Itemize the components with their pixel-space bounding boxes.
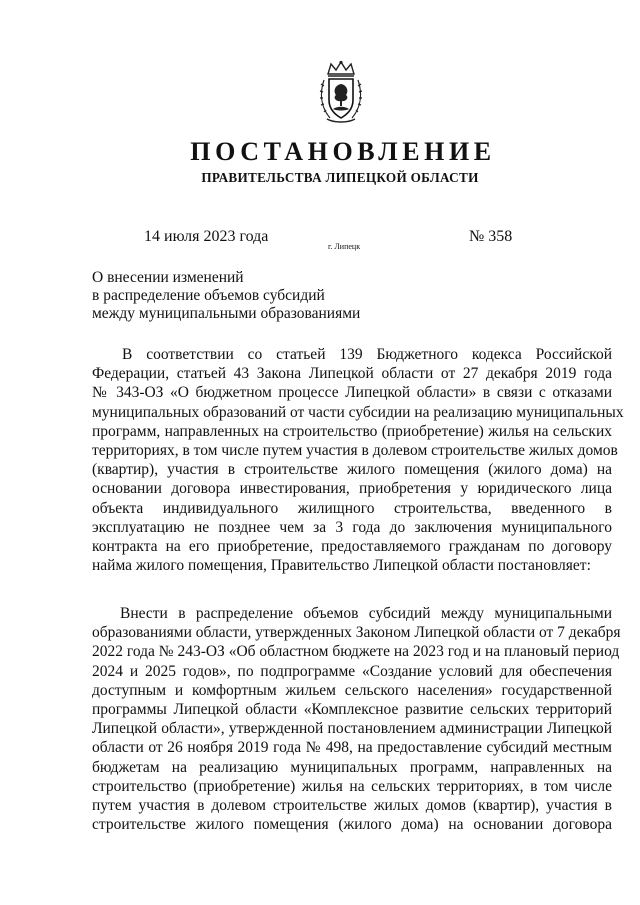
- paragraph-line: Липецкой области», утвержденной постановлением администрации Липецкой: [92, 720, 612, 738]
- paragraph-line: бюджетам на реализацию муниципальных программ, направленных на: [92, 758, 612, 776]
- paragraph-line: объекта индивидуального жилищного строительства, введенного в: [92, 499, 612, 517]
- paragraph-line: № 343-ОЗ «О бюджетном процессе Липецкой области» в связи с отказами: [92, 384, 612, 402]
- paragraph-line: основании договора инвестирования, приобретения у юридического лица: [92, 480, 612, 498]
- paragraph-line: 2024 и 2025 годов», по подпрограмме «Создание условий для обеспечения: [92, 662, 612, 680]
- paragraph-line: путем участия в долевом строительстве жилых домов (квартир), участия в: [92, 796, 612, 814]
- paragraph-line: области от 26 ноября 2019 года № 498, на предоставление субсидий местным: [92, 739, 612, 757]
- paragraph-line: найма жилого помещения, Правительство Липецкой области постановляет:: [92, 557, 591, 575]
- paragraph-line: строительстве жилого помещения (жилого дома) на основании договора: [92, 816, 612, 834]
- paragraph-line: программы Липецкой области «Комплексное развитие сельских территорий: [92, 700, 612, 718]
- subject-line: между муниципальными образованиями: [92, 305, 361, 322]
- document-number: № 358: [469, 228, 513, 245]
- paragraph-line: доступным и комфортным жильем сельского населения» государственной: [92, 681, 612, 699]
- document-date: 14 июля 2023 года: [144, 228, 269, 245]
- paragraph-line: контракта на его приобретение, предоставляемого гражданам по договору: [92, 537, 612, 555]
- body-paragraph-1: [92, 345, 624, 575]
- paragraph-line: эксплуатацию не позднее чем за 3 года до заключения муниципального: [92, 518, 612, 536]
- coat-of-arms-icon: [318, 60, 364, 126]
- paragraph-line: муниципальных образований от части субсидии на реализацию муниципальных: [92, 403, 624, 421]
- subject-line: в распределение объемов субсидий: [92, 287, 325, 304]
- paragraph-line: Федерации, статьей 43 Закона Липецкой области от 27 декабря 2019 года: [92, 365, 612, 383]
- document-subtitle: ПРАВИТЕЛЬСТВА ЛИПЕЦКОЙ ОБЛАСТИ: [201, 170, 479, 185]
- paragraph-line: В соответствии со статьей 139 Бюджетного кодекса Российской: [122, 346, 612, 363]
- paragraph-line: 2022 года № 243-ОЗ «Об областном бюджете на 2023 год и на плановый период: [92, 643, 620, 661]
- document-place: г. Липецк: [328, 242, 361, 251]
- subject-line: О внесении изменений: [92, 269, 244, 286]
- paragraph-line: образованиями области, утвержденных Законом Липецкой области от 7 декабря: [92, 624, 621, 642]
- paragraph-line: строительство (приобретение) жилья на сельских территориях, в том числе: [92, 777, 612, 795]
- paragraph-line: (квартир), участия в строительстве жилого помещения (жилого дома) на: [92, 461, 612, 479]
- body-paragraph-2: [92, 604, 621, 834]
- document-title: ПОСТАНОВЛЕНИЕ: [190, 137, 496, 166]
- paragraph-line: Внести в распределение объемов субсидий между муниципальными: [120, 605, 612, 622]
- paragraph-line: программ, направленных на строительство (приобретение) жилья на сельских: [92, 422, 612, 440]
- paragraph-line: территориях, в том числе путем участия в долевом строительстве жилых домов: [92, 441, 618, 459]
- document-subject: [92, 269, 360, 323]
